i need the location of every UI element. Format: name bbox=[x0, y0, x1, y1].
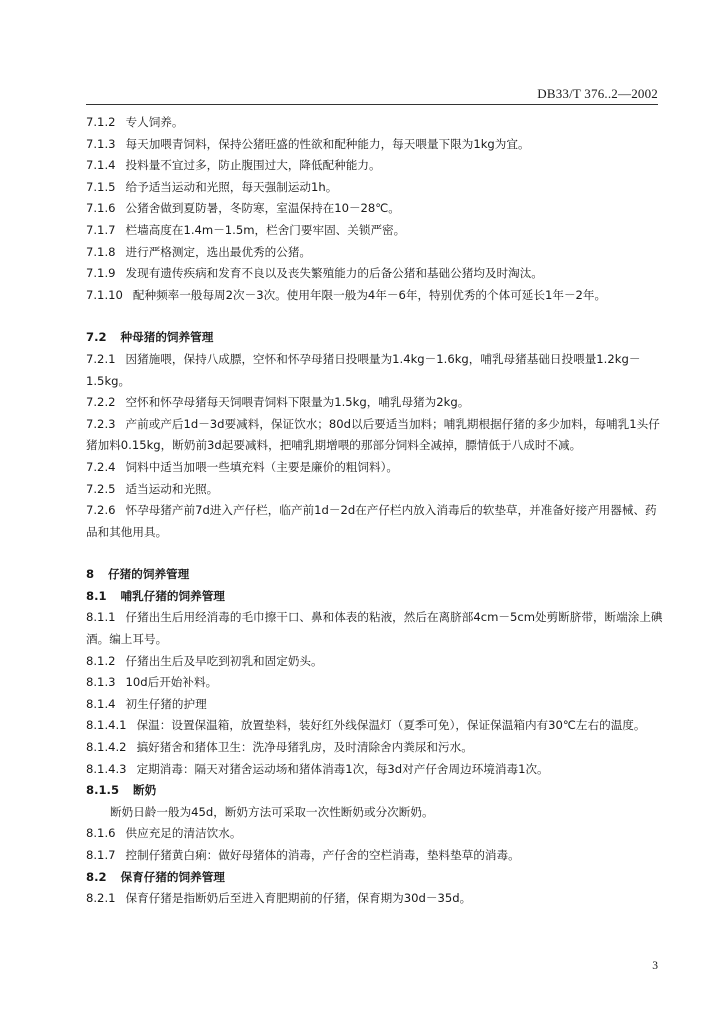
clause: 7.1.5 给予适当运动和光照，每天强制运动1h。 bbox=[86, 179, 338, 194]
section-7-1-items bbox=[86, 112, 666, 306]
clause: 8.1.4.3 定期消毒：隔天对猪舍运动场和猪体消毒1次，每3d对产仔舍周边环境消毒1次。 bbox=[86, 761, 549, 776]
section-7-2-items bbox=[86, 349, 666, 543]
clause: 7.1.3 每天加喂青饲料，保持公猪旺盛的性欲和配种能力，每天喂量下限为1kg为宜。 bbox=[86, 136, 530, 151]
clause: 7.1.7 栏墙高度在1.4m－1.5m，栏舍门要牢固、关锁严密。 bbox=[86, 222, 406, 237]
section-8-2-items bbox=[86, 888, 666, 910]
weaning-paragraph: 断奶日龄一般为45d，断奶方法可采取一次性断奶或分次断奶。 bbox=[110, 804, 434, 819]
section-8-1-items bbox=[86, 607, 666, 780]
page-number: 3 bbox=[652, 960, 658, 972]
clause: 7.1.10 配种频率一般每周2次－3次。使用年限一般为4年－6年，特别优秀的个体可延长1年－2年。 bbox=[86, 287, 607, 302]
clause: 8.2.1 保育仔猪是指断奶后至进入育肥期前的仔猪，保育期为30d－35d。 bbox=[86, 891, 472, 906]
clause: 7.2.2 空怀和怀孕母猪每天饲喂青饲料下限量为1.5kg，哺乳母猪为2kg。 bbox=[86, 395, 470, 410]
header-rule bbox=[86, 104, 658, 105]
clause: 8.1.4 初生仔猪的护理 bbox=[86, 696, 207, 711]
clause: 7.1.2 专人饲养。 bbox=[86, 115, 184, 129]
clause: 7.2.5 适当运动和光照。 bbox=[86, 481, 219, 496]
clause: 8.1.4.1 保温：设置保温箱，放置垫料，装好红外线保温灯（夏季可免），保证保温箱内有30℃左右的温度。 bbox=[86, 718, 646, 733]
clause: 7.1.6 公猪舍做到夏防暑，冬防寒，室温保持在10－28℃。 bbox=[86, 201, 400, 216]
chapter-heading-8: 8 仔猪的饲养管理 bbox=[86, 567, 190, 582]
document-code: DB33/T 376..2—2002 bbox=[537, 86, 658, 101]
clause: 7.2.6 怀孕母猪产前7d进入产仔栏，临产前1d－2d在产仔栏内放入消毒后的软垫草，并准备好接产用器械、药品和其他用具。 bbox=[86, 503, 657, 539]
clause: 7.2.3 产前或产后1d－3d要减料，保证饮水；80d以后要适当加料；哺乳期根据仔猪的多少加料，每哺乳1头仔猪加料0.15kg，断奶前3d起要减料，把哺乳期增喂的那部分饲料全减掉，膘情低于八成时不减。 bbox=[86, 416, 660, 453]
clause: 8.1.2 仔猪出生后及早吃到初乳和固定奶头。 bbox=[86, 653, 323, 668]
spacer bbox=[86, 543, 666, 564]
section-8-1-6-items bbox=[86, 823, 666, 866]
clause: 8.1.7 控制仔猪黄白痢：做好母猪体的消毒，产仔舍的空栏消毒，垫料垫草的消毒。 bbox=[86, 848, 520, 862]
clause: 8.1.3 10d后开始补料。 bbox=[86, 675, 218, 690]
section-heading-8-1: 8.1 哺乳仔猪的饲养管理 bbox=[86, 588, 225, 603]
clause: 7.2.4 饲料中适当加喂一些填充料（主要是廉价的粗饲料）。 bbox=[86, 459, 398, 474]
spacer bbox=[86, 306, 666, 327]
clause: 8.1.1 仔猪出生后用经消毒的毛巾擦干口、鼻和体表的粘液，然后在离脐部4cm－5cm处剪断脐带，断端涂上碘酒。编上耳号。 bbox=[86, 610, 663, 647]
clause: 7.1.9 发现有遗传疾病和发育不良以及丧失繁殖能力的后备公猪和基础公猪均及时淘汰。 bbox=[86, 266, 543, 281]
clause: 7.1.4 投料量不宜过多，防止腹围过大，降低配种能力。 bbox=[86, 158, 381, 173]
section-heading-7-2: 7.2 种母猪的饲养管理 bbox=[86, 330, 214, 345]
clause: 8.1.4.2 搞好猪舍和猪体卫生：洗净母猪乳房，及时清除舍内粪尿和污水。 bbox=[86, 740, 473, 755]
clause: 8.1.6 供应充足的清洁饮水。 bbox=[86, 826, 242, 841]
clause: 7.2.1 因猪施喂，保持八成膘，空怀和怀孕母猪日投喂量为1.4kg－1.6kg，哺乳母猪基础日投喂量1.2kg－1.5kg。 bbox=[86, 351, 641, 388]
clause: 7.1.8 进行严格测定，选出最优秀的公猪。 bbox=[86, 244, 312, 259]
document-body bbox=[86, 112, 666, 910]
section-heading-8-2: 8.2 保育仔猪的饲养管理 bbox=[86, 869, 225, 884]
section-heading-8-1-5: 8.1.5 断奶 bbox=[86, 783, 157, 798]
